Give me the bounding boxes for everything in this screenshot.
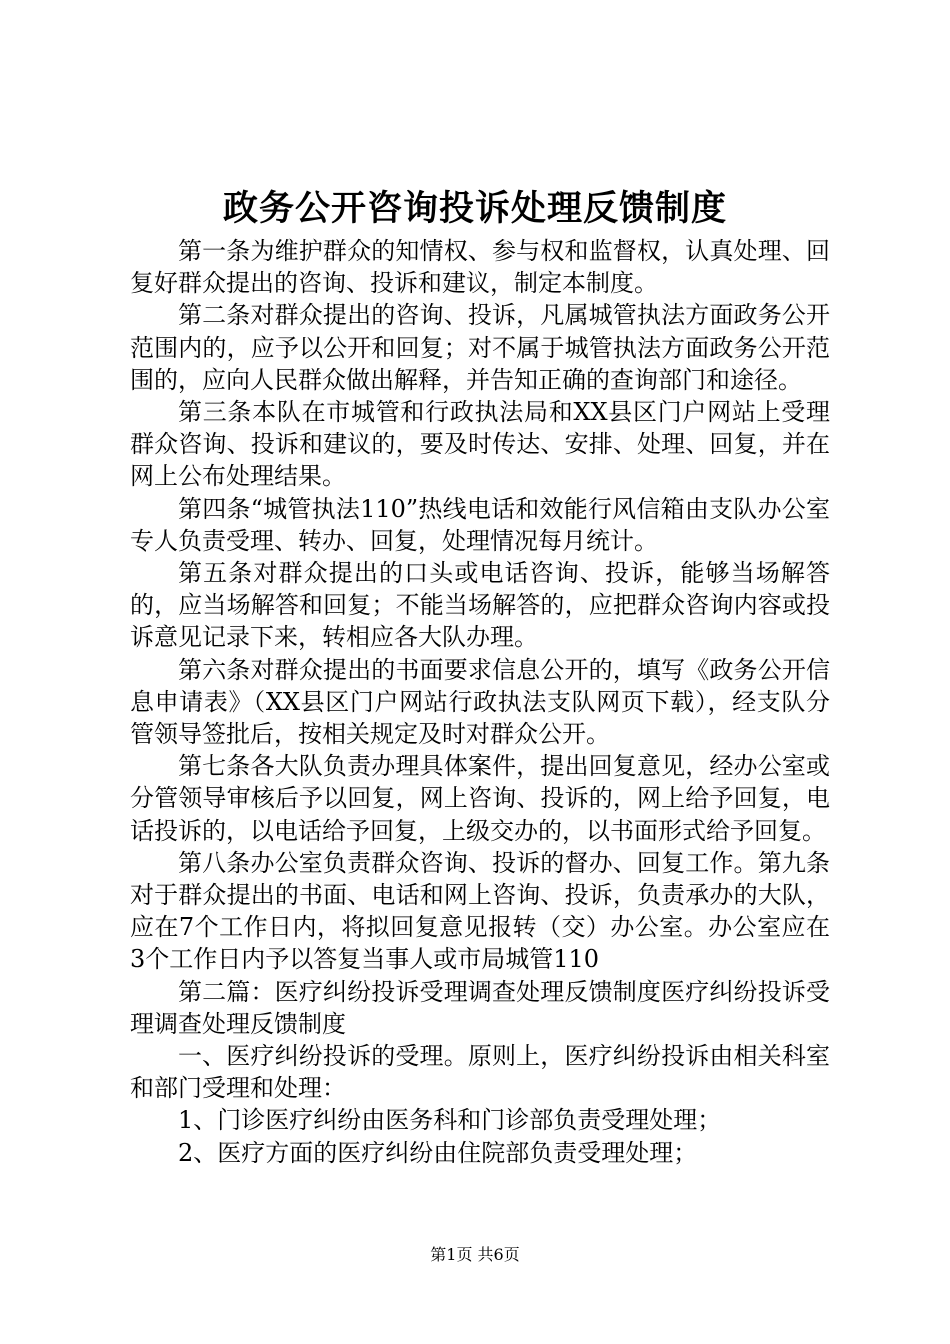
paragraph-article-7: 第七条各大队负责办理具体案件，提出回复意见，经办公室或分管领导审核后予以回复，网上咨询、投诉的，网上给予回复，电话投诉的，以电话给予回复，上级交办的，以书面形式给予回复。 <box>130 752 830 845</box>
paragraph-article-3: 第三条本队在市城管和行政执法局和XX县区门户网站上受理群众咨询、投诉和建议的，要及时传达、安排、处理、回复，并在网上公布处理结果。 <box>130 398 830 491</box>
paragraph-article-2: 第二条对群众提出的咨询、投诉，凡属城管执法方面政务公开范围内的，应予以公开和回复；对不属于城管执法方面政务公开范围的，应向人民群众做出解释，并告知正确的查询部门和途径。 <box>130 301 830 394</box>
document-title: 政务公开咨询投诉处理反馈制度 <box>222 188 727 229</box>
page-number-footer: 第1页 共6页 <box>430 1245 520 1264</box>
paragraph-item-1: 1、门诊医疗纠纷由医务科和门诊部负责受理处理； <box>178 1106 722 1135</box>
paragraph-article-1: 第一条为维护群众的知情权、参与权和监督权，认真处理、回复好群众提出的咨询、投诉和建议，制定本制度。 <box>130 237 830 298</box>
paragraph-article-6: 第六条对群众提出的书面要求信息公开的，填写《政务公开信息申请表》（XX县区门户网站行政执法支队网页下载），经支队分管领导签批后，按相关规定及时对群众公开。 <box>130 655 830 749</box>
paragraph-section-one: 一、医疗纠纷投诉的受理。原则上，医疗纠纷投诉由相关科室和部门受理和处理： <box>130 1042 830 1103</box>
paragraph-article-5: 第五条对群众提出的口头或电话咨询、投诉，能够当场解答的，应当场解答和回复；不能当场解答的，应把群众咨询内容或投诉意见记录下来，转相应各大队办理。 <box>130 559 830 652</box>
paragraph-article-4: 第四条“城管执法110”热线电话和效能行风信箱由支队办公室专人负责受理、转办、回复，处理情况每月统计。 <box>130 494 830 555</box>
paragraph-article-8-9: 第八条办公室负责群众咨询、投诉的督办、回复工作。第九条对于群众提出的书面、电话和网上咨询、投诉，负责承办的大队，应在7个工作日内，将拟回复意见报转（交）办公室。办公室应在3个工作日内予以答复当事人或市局城管110 <box>130 848 830 974</box>
document-body <box>130 235 830 1169</box>
paragraph-part-two-heading: 第二篇：医疗纠纷投诉受理调查处理反馈制度医疗纠纷投诉受理调查处理反馈制度 <box>130 977 830 1038</box>
paragraph-item-2: 2、医疗方面的医疗纠纷由住院部负责受理处理； <box>178 1138 698 1167</box>
